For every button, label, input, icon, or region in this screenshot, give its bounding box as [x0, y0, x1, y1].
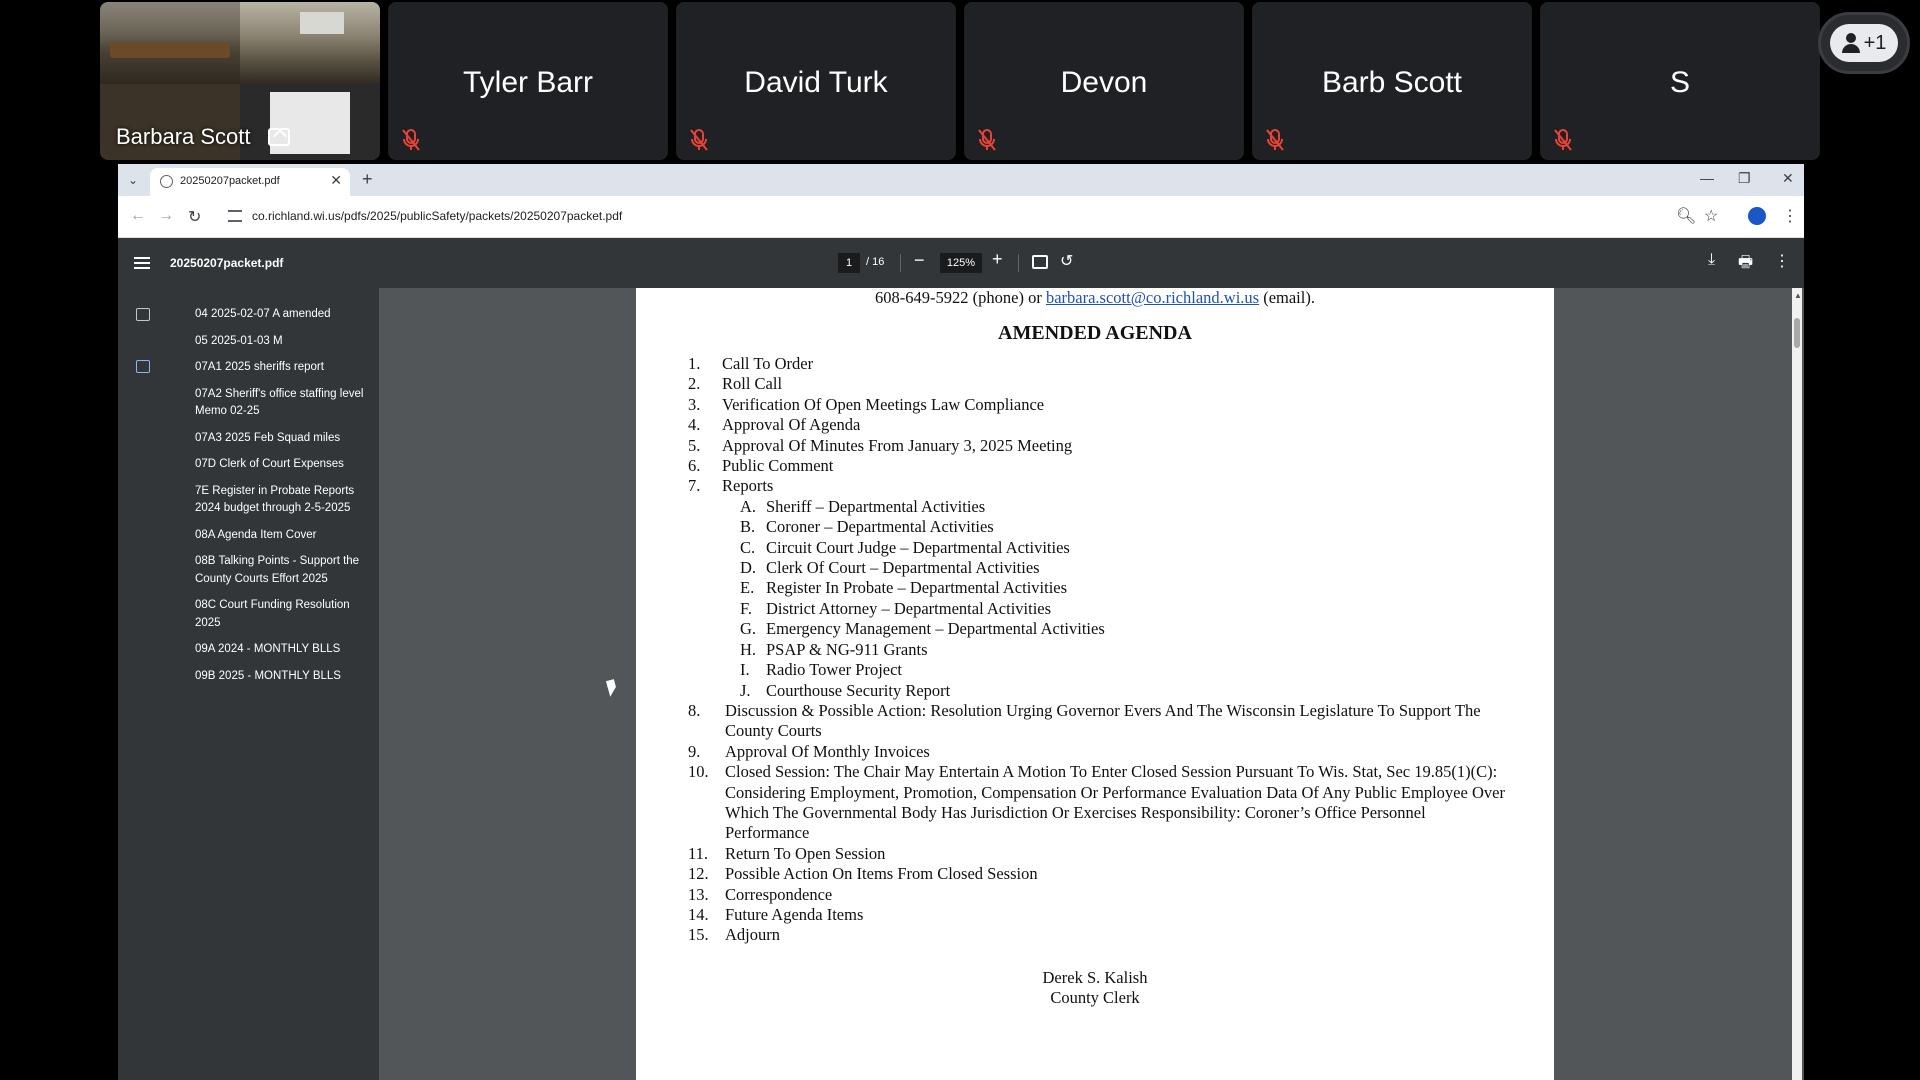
contact-line: 608-649-5922 (phone) or barbara.scott@co.richland.wi.us (email).	[875, 288, 1315, 307]
outline-item[interactable]: 04 2025-02-07 A amended	[195, 308, 331, 320]
participant-tile[interactable]	[388, 2, 668, 160]
page-total: / 16	[866, 256, 885, 268]
meeting-room-video-2	[240, 2, 380, 84]
zoom-out-icon[interactable]: −	[914, 250, 925, 270]
scroll-thumb[interactable]	[1794, 318, 1800, 348]
more-participants-button[interactable]	[1818, 12, 1910, 74]
outline-icon[interactable]	[136, 360, 150, 373]
agenda-title: AMENDED AGENDA	[998, 322, 1192, 344]
pdf-page	[636, 288, 1554, 1080]
agenda-item: 1. Call To Order	[688, 354, 814, 373]
outline-item[interactable]: 09A 2024 - MONTHLY BLLS	[195, 643, 341, 655]
participant-name: Devon	[1060, 66, 1148, 99]
thumbnails-icon[interactable]	[136, 308, 150, 321]
zoom-icon[interactable]: 🔍︎	[1676, 208, 1697, 225]
agenda-item: 13. Correspondence	[688, 884, 833, 904]
more-participants-count: +1	[1863, 31, 1887, 54]
reload-icon[interactable]: ↻	[188, 209, 202, 226]
outline-item[interactable]: 07A2 Sheriff's office staffing level Memo 02-25	[195, 387, 364, 417]
self-video-tile[interactable]	[100, 2, 380, 160]
agenda-item: 2. Roll Call	[688, 374, 783, 394]
agenda-item: 9. Approval Of Monthly Invoices	[688, 741, 930, 761]
outline-item[interactable]: 07A3 2025 Feb Squad miles	[195, 431, 341, 444]
close-tab-icon[interactable]: ✕	[330, 172, 342, 188]
document-outline	[195, 306, 375, 694]
tab-search-chevron-icon[interactable]: ⌄	[127, 173, 139, 187]
agenda-item: 7. Reports	[688, 476, 774, 496]
agenda-item: 11. Return To Open Session	[688, 843, 886, 863]
agenda-list	[688, 354, 1508, 946]
site-info-icon[interactable]	[228, 210, 242, 222]
browser-menu-icon[interactable]: ⋮	[1782, 208, 1798, 225]
restore-icon[interactable]: ❐	[1738, 170, 1751, 186]
page-scrollbar[interactable]	[1792, 288, 1802, 1080]
more-actions-icon[interactable]: ⋮	[1774, 253, 1790, 270]
mouse-cursor-icon	[606, 679, 618, 697]
close-window-icon[interactable]: ✕	[1782, 170, 1794, 186]
agenda-item: 8. Discussion & Possible Action: Resolution Urging Governor Evers And The Wisconsin Legislature To Support The County Courts	[688, 700, 1481, 741]
fit-page-icon[interactable]	[1032, 255, 1048, 269]
shared-screen-thumbnail	[240, 84, 380, 160]
globe-icon	[160, 175, 173, 188]
agenda-item: 10. Closed Session: The Chair May Entertain A Motion To Enter Closed Session Pursuant To Wis. Stat, Sec 19.85(1)(C): Considering Employment, Promotion, Compensation Or Performance Evaluation Data Of Any Public Employee Over Which The Governmental Body Has Jurisdiction Or Exercises Responsibility: Coroner’s Office Personnel Performance	[688, 762, 1505, 843]
browser-tab[interactable]	[150, 168, 350, 196]
outline-item[interactable]: 7E Register in Probate Reports 2024 budget through 2-5-2025	[195, 484, 355, 514]
agenda-sub-item: A. Sheriff – Departmental Activities	[740, 496, 986, 516]
mic-off-icon	[1264, 128, 1286, 152]
agenda-item: 3. Verification Of Open Meetings Law Compliance	[688, 394, 1045, 414]
agenda-sub-item: F. District Attorney – Departmental Activities	[740, 598, 1052, 618]
participant-tile[interactable]	[1252, 2, 1532, 160]
mic-off-icon	[688, 128, 710, 152]
person-icon	[1842, 33, 1860, 53]
agenda-sub-item: J. Courthouse Security Report	[740, 680, 951, 700]
toolbar-divider	[900, 254, 901, 272]
zoom-level-input[interactable]: 125%	[940, 253, 982, 273]
outline-item[interactable]: 07A1 2025 sheriffs report	[195, 361, 324, 373]
agenda-sub-item: I. Radio Tower Project	[740, 660, 903, 680]
outline-item[interactable]: 08C Court Funding Resolution 2025	[195, 599, 350, 629]
participant-tile[interactable]	[676, 2, 956, 160]
contact-email-link[interactable]: barbara.scott@co.richland.wi.us	[1045, 288, 1260, 307]
agenda-item: 14. Future Agenda Items	[688, 904, 864, 924]
outline-item[interactable]: 07D Clerk of Court Expenses	[195, 458, 344, 470]
zoom-in-icon[interactable]: +	[992, 249, 1003, 269]
rotate-icon[interactable]: ↺	[1060, 253, 1074, 270]
presenting-icon	[268, 128, 290, 146]
outline-item[interactable]: 08A Agenda Item Cover	[195, 528, 317, 541]
download-icon[interactable]: ⤓	[1708, 251, 1716, 268]
minimize-icon[interactable]: —	[1700, 170, 1714, 186]
agenda-sub-item: H. PSAP & NG-911 Grants	[740, 639, 928, 659]
agenda-sub-item: D. Clerk Of Court – Departmental Activities	[740, 558, 1040, 578]
participant-name: Barb Scott	[1321, 66, 1463, 99]
forward-icon[interactable]: →	[158, 207, 174, 224]
browser-window	[118, 164, 1804, 1080]
address-bar	[118, 196, 1804, 238]
signature-block	[636, 968, 1554, 1009]
self-name-label: Barbara Scott	[116, 124, 251, 149]
agenda-sub-item: B. Coroner – Departmental Activities	[740, 517, 994, 537]
outline-item[interactable]: 05 2025-01-03 M	[195, 334, 283, 347]
pdf-sidebar	[118, 288, 379, 1080]
meeting-room-video	[100, 2, 240, 84]
tab-title: 20250207packet.pdf	[180, 175, 280, 187]
signer-title: County Clerk	[1050, 988, 1140, 1008]
bookmark-star-icon[interactable]: ☆	[1704, 208, 1719, 225]
outline-item[interactable]: 09B 2025 - MONTHLY BLLS	[195, 669, 341, 682]
agenda-item: 12. Possible Action On Items From Closed Session	[688, 864, 1038, 884]
participant-name: Tyler Barr	[462, 66, 594, 99]
new-tab-icon[interactable]: +	[362, 169, 373, 189]
pdf-file-name: 20250207packet.pdf	[170, 256, 284, 270]
agenda-sub-item: C. Circuit Court Judge – Departmental Activities	[740, 537, 1070, 557]
agenda-sub-item: E. Register In Probate – Departmental Activities	[740, 578, 1068, 598]
participant-name: David Turk	[744, 66, 888, 99]
print-icon[interactable]: 🖶	[1738, 254, 1754, 271]
agenda-sub-item: G. Emergency Management – Departmental Activities	[740, 619, 1105, 639]
agenda-item: 15. Adjourn	[688, 925, 780, 945]
url-field[interactable]: co.richland.wi.us/pdfs/2025/publicSafety/packets/20250207packet.pdf	[252, 209, 623, 223]
participant-tile[interactable]	[1540, 2, 1820, 160]
agenda-item: 6. Public Comment	[688, 456, 834, 476]
toolbar-divider	[1018, 254, 1019, 272]
mic-off-icon	[400, 128, 422, 152]
participant-tile[interactable]	[964, 2, 1244, 160]
scroll-up-arrow-icon[interactable]: ▲	[1794, 291, 1802, 300]
sidebar-toggle-icon[interactable]	[134, 257, 150, 269]
mic-off-icon	[1552, 128, 1574, 152]
back-icon[interactable]: ←	[130, 207, 146, 224]
mic-off-icon	[976, 128, 998, 152]
outline-item[interactable]: 08B Talking Points - Support the County Courts Effort 2025	[195, 555, 360, 585]
signer-name: Derek S. Kalish	[1042, 968, 1148, 987]
agenda-item: 4. Approval Of Agenda	[688, 415, 861, 435]
agenda-item: 5. Approval Of Minutes From January 3, 2025 Meeting	[688, 435, 1073, 455]
profile-icon[interactable]	[1748, 207, 1766, 225]
page-number-input[interactable]: 1	[838, 253, 860, 273]
participant-name: S	[1669, 66, 1690, 99]
tab-strip	[118, 164, 1804, 196]
pdf-toolbar	[118, 238, 1804, 288]
